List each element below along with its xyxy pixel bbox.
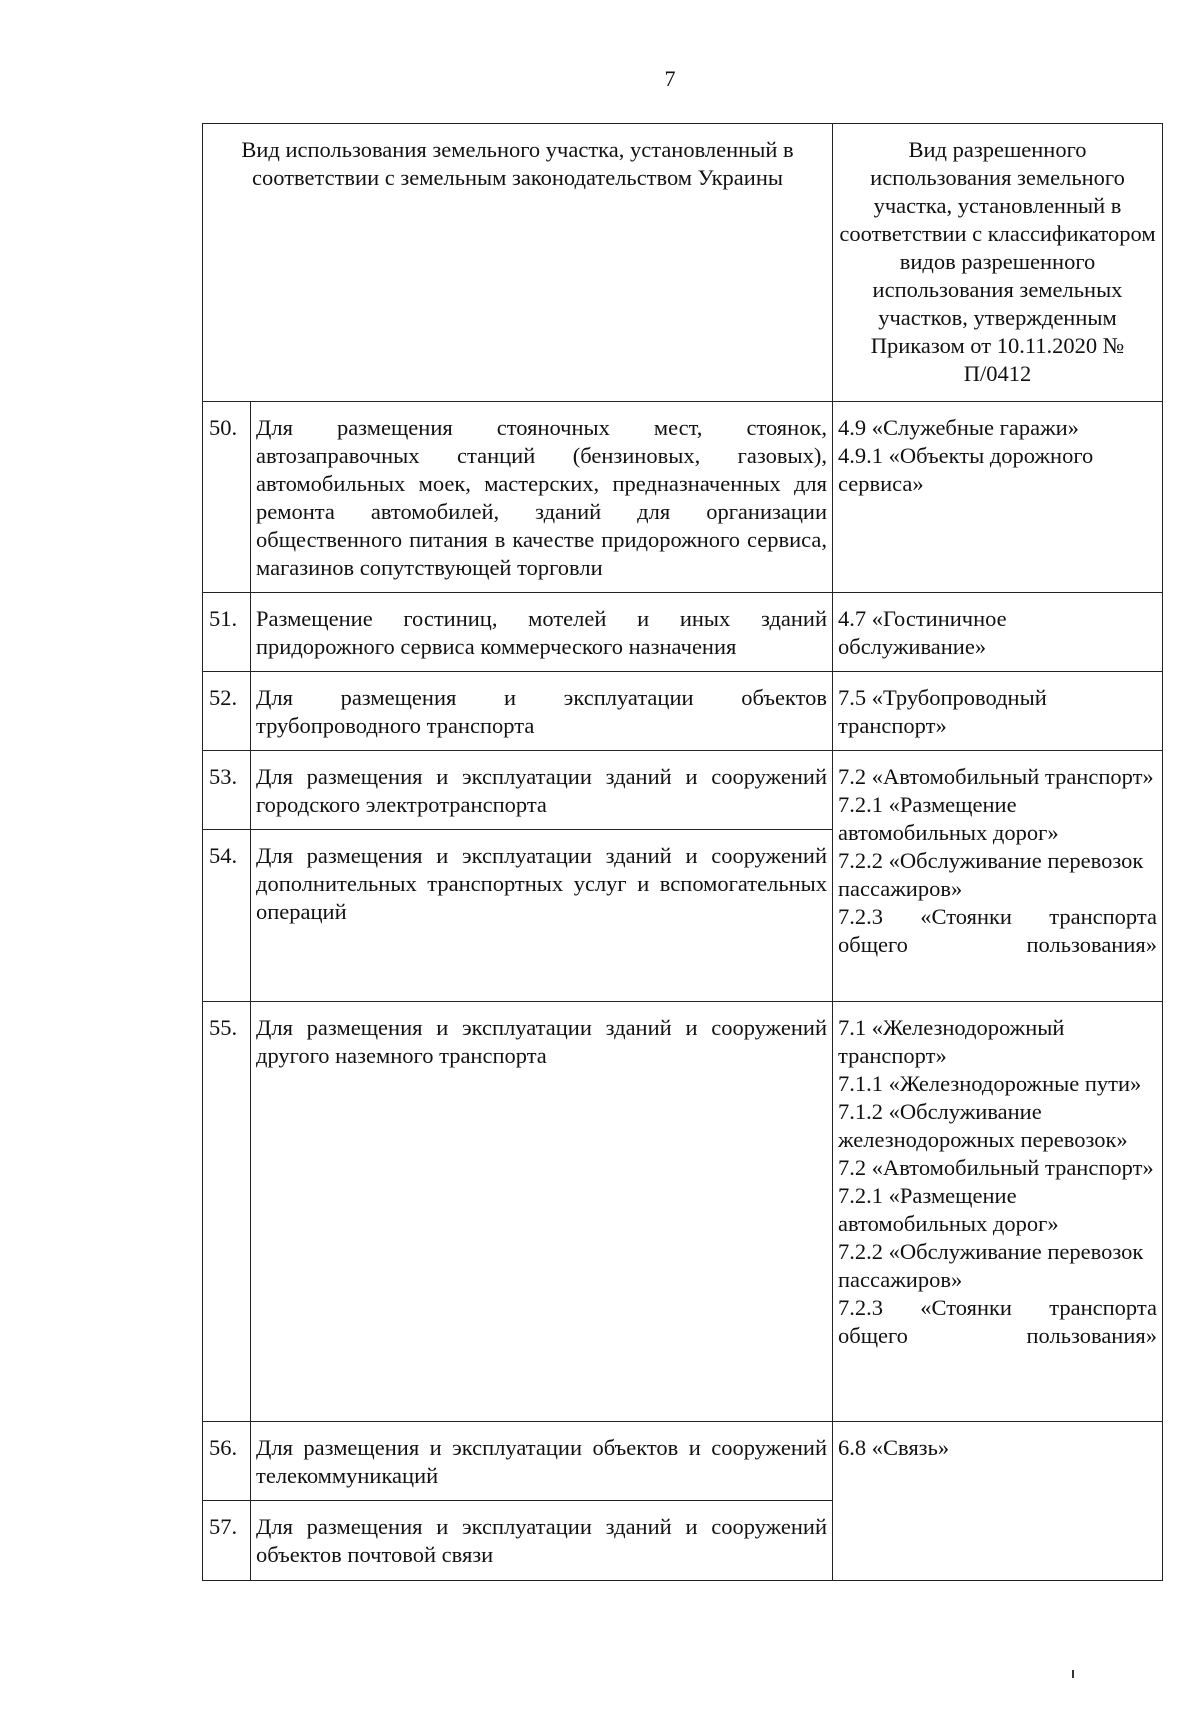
row-classifier bbox=[833, 1002, 1163, 1422]
row-description: Для размещения и эксплуатации объектов трубопроводного транспорта bbox=[251, 672, 833, 751]
row-description: Для размещения и эксплуатации зданий и сооружений дополнительных транспортных услуг и вспомогательных операций bbox=[251, 830, 833, 1002]
row-description: Для размещения и эксплуатации зданий и сооружений городского электротранспорта bbox=[251, 751, 833, 830]
classifier-line: 7.2.3 «Стоянки транспорта общего пользования» bbox=[838, 1295, 1157, 1348]
table-row bbox=[203, 593, 1163, 672]
classifier-line: 4.9.1 «Объекты дорожного сервиса» bbox=[838, 443, 1094, 496]
row-classifier bbox=[833, 1422, 1163, 1581]
row-number: 54. bbox=[203, 830, 251, 1002]
classifier-line: 6.8 «Связь» bbox=[838, 1435, 950, 1460]
classifier-line: 7.2 «Автомобильный транспорт» bbox=[838, 764, 1154, 789]
classifier-line: 7.2.2 «Обслуживание перевозок пассажиров» bbox=[838, 848, 1144, 901]
classifier-line: 7.1.1 «Железнодорожные пути» bbox=[838, 1071, 1142, 1096]
table-row bbox=[203, 1002, 1163, 1422]
land-use-table bbox=[202, 123, 1163, 1581]
classifier-line: 7.2.1 «Размещение автомобильных дорог» bbox=[838, 1183, 1059, 1236]
row-description: Для размещения и эксплуатации объектов и сооружений телекоммуникаций bbox=[251, 1422, 833, 1501]
classifier-line: 7.1.2 «Обслуживание железнодорожных перевозок» bbox=[838, 1099, 1128, 1152]
classifier-line: 7.2 «Автомобильный транспорт» bbox=[838, 1155, 1154, 1180]
table-row bbox=[203, 751, 1163, 830]
table-row bbox=[203, 402, 1163, 593]
row-classifier bbox=[833, 751, 1163, 1002]
classifier-line: 7.2.3 «Стоянки транспорта общего пользования» bbox=[838, 904, 1157, 957]
row-description: Для размещения и эксплуатации зданий и сооружений объектов почтовой связи bbox=[251, 1501, 833, 1581]
classifier-line: 4.9 «Служебные гаражи» bbox=[838, 415, 1079, 440]
classifier-line: 7.2.2 «Обслуживание перевозок пассажиров» bbox=[838, 1239, 1144, 1292]
table-row bbox=[203, 672, 1163, 751]
row-number: 56. bbox=[203, 1422, 251, 1501]
row-description: Для размещения стояночных мест, стоянок, автозаправочных станций (бензиновых, газовых), автомобильных моек, мастерских, предназначенных для ремонта автомобилей, зданий для организации общественного питания в качестве придорожного сервиса, магазинов сопутствующей торговли bbox=[251, 402, 833, 593]
row-classifier bbox=[833, 402, 1163, 593]
row-number: 50. bbox=[203, 402, 251, 593]
row-number: 52. bbox=[203, 672, 251, 751]
row-number: 57. bbox=[203, 1501, 251, 1581]
table-row bbox=[203, 1422, 1163, 1501]
classifier-line: 7.5 «Трубопроводный транспорт» bbox=[838, 685, 1047, 738]
row-number: 51. bbox=[203, 593, 251, 672]
scan-mark bbox=[1072, 1670, 1074, 1678]
header-land-use-type: Вид использования земельного участка, установленный в соответствии с земельным законодательством Украины bbox=[203, 124, 833, 402]
row-number: 53. bbox=[203, 751, 251, 830]
classifier-line: 7.2.1 «Размещение автомобильных дорог» bbox=[838, 792, 1059, 845]
page-number: 7 bbox=[664, 66, 676, 91]
row-classifier bbox=[833, 593, 1163, 672]
row-description: Для размещения и эксплуатации зданий и сооружений другого наземного транспорта bbox=[251, 1002, 833, 1422]
classifier-line: 7.1 «Железнодорожный транспорт» bbox=[838, 1015, 1065, 1068]
table-header-row bbox=[203, 124, 1163, 402]
row-classifier bbox=[833, 672, 1163, 751]
row-number: 55. bbox=[203, 1002, 251, 1422]
row-description: Размещение гостиниц, мотелей и иных зданий придорожного сервиса коммерческого назначения bbox=[251, 593, 833, 672]
classifier-line: 4.7 «Гостиничное обслуживание» bbox=[838, 606, 1007, 659]
header-permitted-use-type: Вид разрешенного использования земельного участка, установленный в соответствии с классификатором видов разрешенного использования земельных участков, утвержденным Приказом от 10.11.2020 № П/0412 bbox=[833, 124, 1163, 402]
